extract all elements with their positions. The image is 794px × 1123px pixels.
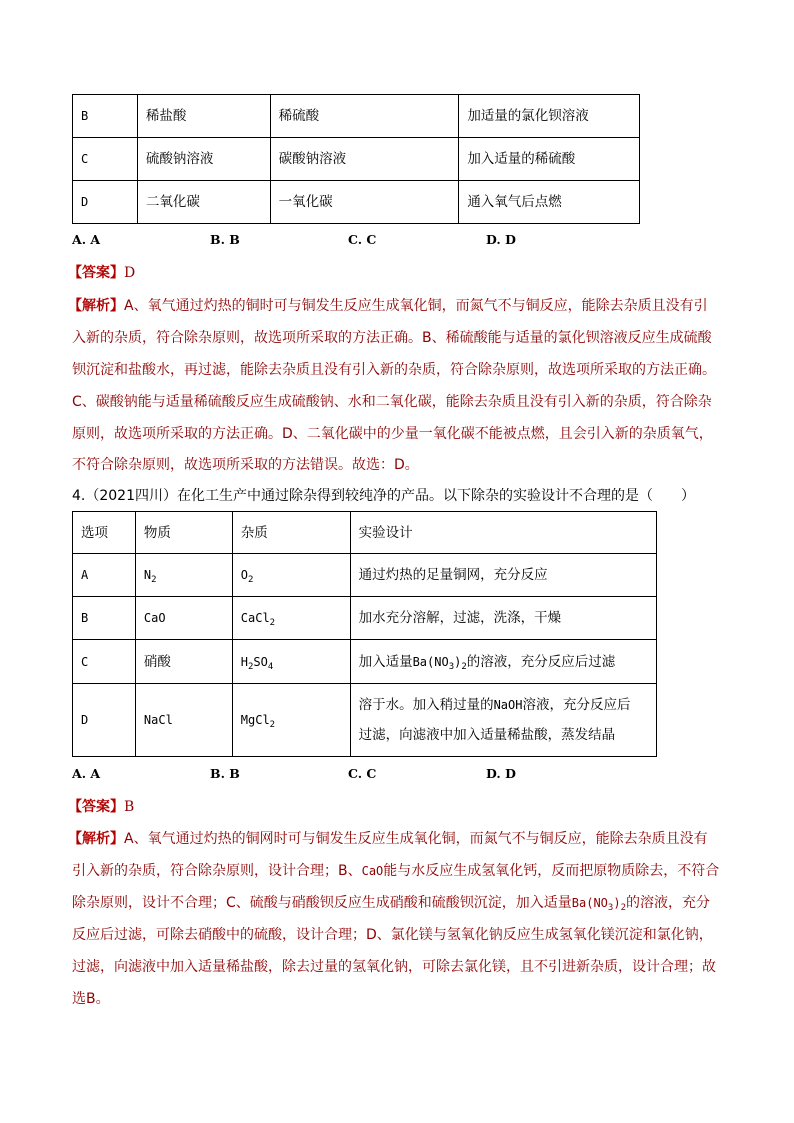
design-text: 溶于水。加入稍过量的 (358, 697, 494, 713)
formula-subscript: 2 (461, 661, 467, 672)
option-b: B. B (210, 766, 240, 781)
formula-subscript: 2 (269, 618, 276, 628)
analysis-line: 反应后过滤，可除去硝酸中的硫酸，设计合理；D、氯化镁与氢氧化钠反应生成氢氧化镁沉淀和氯化钠， (72, 927, 713, 943)
formula-cell (232, 597, 350, 640)
table-cell: 加水充分溶解，过滤，洗涤，干燥 (350, 597, 656, 640)
formula-part: ) (613, 896, 621, 910)
table-cell: B (73, 95, 138, 138)
analysis-line: 不符合除杂原则，故选项所采取的方法错误。故选：D。 (72, 457, 419, 473)
formula-text: CaO (361, 864, 384, 878)
formula-subscript: 2 (248, 661, 254, 672)
table-cell: 硫酸钠溶液 (137, 138, 270, 181)
table-cell: 碳酸钠溶液 (270, 138, 459, 181)
table-row (73, 597, 657, 640)
analysis-text: A、氧气通过灼热的铜时可与铜发生反应生成氧化铜，而氮气不与铜反应，能除去杂质且没有引 (124, 298, 708, 314)
analysis-text: 引入新的杂质，符合除杂原则，设计合理；B、 (72, 863, 362, 879)
formula-subscript: 4 (267, 661, 274, 672)
formula-subscript: 2 (248, 575, 254, 585)
formula-part: Ba(NO (412, 654, 449, 669)
table-row (73, 554, 657, 597)
analysis-line (68, 296, 708, 316)
table-cell (350, 684, 656, 757)
option-c: C. C (348, 232, 377, 247)
option-c: C. C (348, 766, 377, 781)
table-header-cell: 实验设计 (350, 512, 656, 554)
option-a: A. A (72, 766, 101, 781)
analysis-line (68, 829, 708, 849)
analysis-line: 选B。 (72, 991, 110, 1007)
table-row (73, 95, 640, 138)
formula-text: N (143, 568, 152, 582)
table-cell: B (73, 597, 136, 640)
table-cell: 二氧化碳 (137, 181, 270, 224)
table-2 (72, 511, 657, 757)
table-cell: A (73, 554, 136, 597)
formula-text: O (240, 568, 248, 582)
table-cell: C (73, 640, 136, 684)
table-cell (350, 640, 656, 684)
analysis-line: 原则，故选项所采取的方法正确。D、二氧化碳中的少量一氧化碳不能被点燃，且会引入新的杂质氧气， (72, 426, 713, 442)
analysis-label: 【解析】 (68, 298, 124, 314)
design-text: 溶液，充分反应后 (522, 697, 631, 713)
formula-text: SO (253, 654, 268, 669)
analysis-line (72, 893, 710, 913)
table-row (73, 640, 657, 684)
analysis-text: 除杂原则，设计不合理；C、硫酸与硝酸钡反应生成硝酸和硫酸钡沉淀，加入适量 (72, 895, 572, 911)
formula-part: Ba(NO (571, 896, 608, 910)
table-cell: D (73, 181, 138, 224)
formula-text: CaCl (240, 611, 270, 625)
formula-subscript: 2 (151, 575, 157, 585)
table-cell: 通入氧气后点燃 (459, 181, 640, 224)
formula-text: NaOH (493, 698, 523, 712)
table-cell: 加适量的氯化钡溶液 (459, 95, 640, 138)
option-a: A. A (72, 232, 101, 247)
answer-line (68, 263, 135, 283)
answer-label: 【答案】 (68, 799, 124, 815)
option-d: D. D (486, 232, 516, 247)
table-header-cell: 物质 (135, 512, 232, 554)
analysis-line: C、碳酸钠能与适量稀硫酸反应生成硫酸钠、水和二氧化碳，能除去杂质且没有引入新的杂质，符合除杂 (72, 394, 712, 410)
table-cell: D (73, 684, 136, 757)
formula-subscript: 2 (620, 903, 626, 913)
table-row (73, 684, 657, 757)
formula-text: MgCl (240, 713, 270, 727)
analysis-line: 过滤，向滤液中加入适量稀盐酸，除去过量的氢氧化钠，可除去氯化镁，且不引进新杂质，设计合理；故 (72, 959, 716, 975)
answer-label: 【答案】 (68, 265, 124, 281)
table-cell: 加入适量的稀硫酸 (459, 138, 640, 181)
analysis-line: 钡沉淀和盐酸水，再过滤，能除去杂质且没有引入新的杂质，符合除杂原则，故选项所采取的方法正确。 (72, 362, 716, 378)
table-header-cell: 杂质 (232, 512, 350, 554)
question-4: 4.（2021四川）在化工生产中通过除杂得到较纯净的产品。以下除杂的实验设计不合理的是（ ） (72, 488, 695, 504)
formula-cell: NaCl (135, 684, 232, 757)
design-text: 的溶液，充分反应后过滤 (466, 653, 616, 670)
table-cell: C (73, 138, 138, 181)
table-cell: 稀盐酸 (137, 95, 270, 138)
formula-text (571, 896, 626, 913)
table-cell: 通过灼热的足量铜网，充分反应 (350, 554, 656, 597)
table-header-cell: 选项 (73, 512, 136, 554)
answer-value: B (124, 799, 135, 815)
answer-value: D (124, 265, 136, 281)
table-cell: 稀硫酸 (270, 95, 459, 138)
formula-subscript: 3 (607, 903, 614, 913)
answer-line (68, 797, 134, 817)
analysis-label: 【解析】 (68, 831, 124, 847)
table-row (73, 138, 640, 181)
formula-subscript: 3 (448, 661, 455, 672)
analysis-line: 入新的杂质，符合除杂原则，故选项所采取的方法正确。B、稀硫酸能与适量的氯化钡溶液反应生成硫酸 (72, 330, 712, 346)
formula-cell (135, 597, 232, 640)
table-cell: 硝酸 (135, 640, 232, 684)
formula-cell (232, 640, 350, 684)
design-text: 过滤，向滤液中加入适量稀盐酸，蒸发结晶 (358, 727, 616, 743)
table-row (73, 181, 640, 224)
option-d: D. D (486, 766, 516, 781)
analysis-line (72, 861, 719, 881)
table-header-row (73, 512, 657, 554)
formula-subscript: 2 (269, 720, 276, 730)
table-1 (72, 94, 640, 224)
analysis-text: A、氧气通过灼热的铜网时可与铜发生反应生成氧化铜，而氮气不与铜反应，能除去杂质且没有 (124, 831, 708, 847)
design-text: 加入适量 (358, 653, 413, 670)
formula-text: CaO (143, 611, 166, 625)
option-b: B. B (210, 232, 240, 247)
formula-text (412, 654, 467, 672)
formula-cell (135, 554, 232, 597)
table-cell: 一氧化碳 (270, 181, 459, 224)
formula-part: ) (454, 654, 462, 669)
analysis-text: 的溶液，充分 (625, 895, 710, 911)
formula-cell (232, 684, 350, 757)
formula-text: H (240, 654, 248, 669)
analysis-text: 能与水反应生成氢氧化钙，反而把原物质除去，不符合 (383, 863, 720, 879)
formula-cell (232, 554, 350, 597)
